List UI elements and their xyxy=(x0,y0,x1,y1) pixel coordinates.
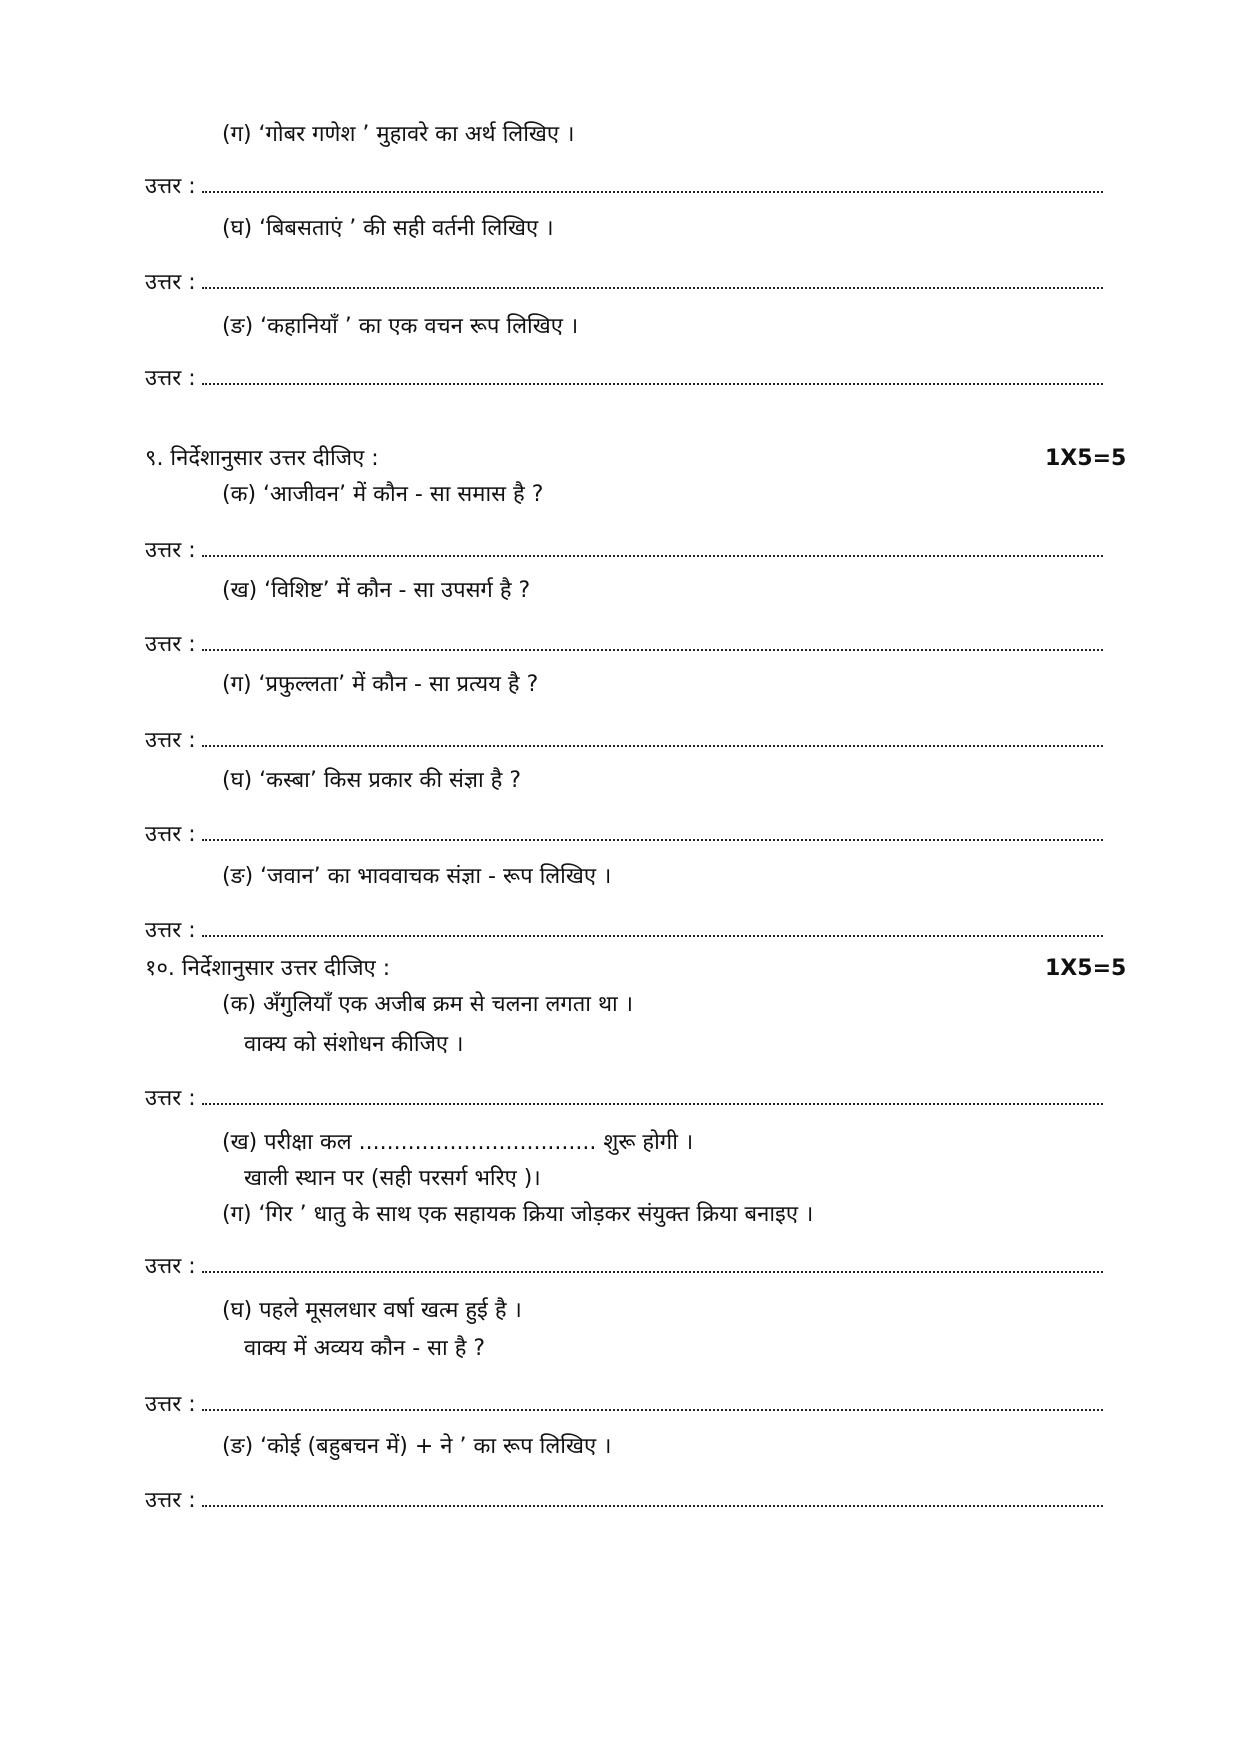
question-10-nga: (ङ) ‘कोई (बहुबचन में) + ने ’ का रूप लिखिए । xyxy=(222,1434,612,1459)
answer-line[interactable] xyxy=(145,630,1103,660)
answer-dotted-line xyxy=(202,825,1103,841)
question-10-gha-instruction: वाक्य में अव्यय कौन - सा है ? xyxy=(244,1336,486,1361)
answer-dotted-line xyxy=(202,541,1103,557)
answer-label: उत्तर : xyxy=(145,822,196,847)
question-10-ka-instruction: वाक्य को संशोधन कीजिए । xyxy=(244,1032,464,1057)
question-ng-singular: (ङ) ‘कहानियाँ ’ का एक वचन रूप लिखिए । xyxy=(222,314,579,339)
question-9-ga: (ग) ‘प्रफुल्लता’ में कौन - सा प्रत्यय है ? xyxy=(222,672,539,697)
answer-line[interactable] xyxy=(145,1084,1103,1114)
answer-dotted-line xyxy=(202,177,1103,193)
answer-line[interactable] xyxy=(145,364,1103,394)
answer-dotted-line xyxy=(202,369,1103,385)
question-9-nga: (ङ) ‘जवान’ का भाववाचक संज्ञा - रूप लिखिए । xyxy=(222,864,612,889)
answer-label: उत्तर : xyxy=(145,174,196,199)
question-10-gha: (घ) पहले मूसलधार वर्षा खत्म हुई है । xyxy=(222,1298,522,1323)
answer-dotted-line xyxy=(202,635,1103,651)
answer-line[interactable] xyxy=(145,1252,1103,1282)
answer-dotted-line xyxy=(202,1089,1103,1105)
answer-label: उत्तर : xyxy=(145,1392,196,1417)
section-10-marks: 1X5=5 xyxy=(1045,956,1127,981)
answer-dotted-line xyxy=(202,1491,1103,1507)
answer-label: उत्तर : xyxy=(145,1254,196,1279)
answer-line[interactable] xyxy=(145,536,1103,566)
answer-label: उत्तर : xyxy=(145,1488,196,1513)
question-10-ga: (ग) ‘गिर ’ धातु के साथ एक सहायक क्रिया जोड़कर संयुक्त क्रिया बनाइए । xyxy=(222,1202,814,1227)
question-10-ka: (क) अँगुलियाँ एक अजीब क्रम से चलना लगता था । xyxy=(222,992,634,1017)
section-9-heading: ९. निर्देशानुसार उत्तर दीजिए : xyxy=(145,446,379,471)
answer-label: उत्तर : xyxy=(145,918,196,943)
answer-dotted-line xyxy=(202,273,1103,289)
answer-dotted-line xyxy=(202,921,1103,937)
answer-dotted-line xyxy=(202,1257,1103,1273)
question-9-kha: (ख) ‘विशिष्ट’ में कौन - सा उपसर्ग है ? xyxy=(222,578,531,603)
answer-dotted-line xyxy=(202,731,1103,747)
answer-label: उत्तर : xyxy=(145,1086,196,1111)
answer-label: उत्तर : xyxy=(145,270,196,295)
answer-line[interactable] xyxy=(145,916,1103,946)
question-g-gobar-ganesh: (ग) ‘गोबर गणेश ’ मुहावरे का अर्थ लिखिए । xyxy=(222,122,575,147)
answer-label: उत्तर : xyxy=(145,366,196,391)
answer-label: उत्तर : xyxy=(145,538,196,563)
answer-line[interactable] xyxy=(145,1486,1103,1516)
question-9-gha: (घ) ‘कस्बा’ किस प्रकार की संज्ञा है ? xyxy=(222,768,522,793)
section-9-marks: 1X5=5 xyxy=(1045,446,1127,471)
answer-dotted-line xyxy=(202,1395,1103,1411)
answer-line[interactable] xyxy=(145,726,1103,756)
question-10-kha: (ख) परीक्षा कल .................................. शुरू होगी । xyxy=(222,1130,694,1155)
answer-line[interactable] xyxy=(145,172,1103,202)
question-10-kha-instruction: खाली स्थान पर (सही परसर्ग भरिए )। xyxy=(244,1166,541,1191)
question-9-ka: (क) ‘आजीवन’ में कौन - सा समास है ? xyxy=(222,482,544,507)
answer-line[interactable] xyxy=(145,1390,1103,1420)
answer-label: उत्तर : xyxy=(145,632,196,657)
answer-line[interactable] xyxy=(145,820,1103,850)
answer-label: उत्तर : xyxy=(145,728,196,753)
section-10-heading: १०. निर्देशानुसार उत्तर दीजिए : xyxy=(145,956,391,981)
answer-line[interactable] xyxy=(145,268,1103,298)
question-gh-spelling: (घ) ‘बिबसताएं ’ की सही वर्तनी लिखिए । xyxy=(222,216,554,241)
